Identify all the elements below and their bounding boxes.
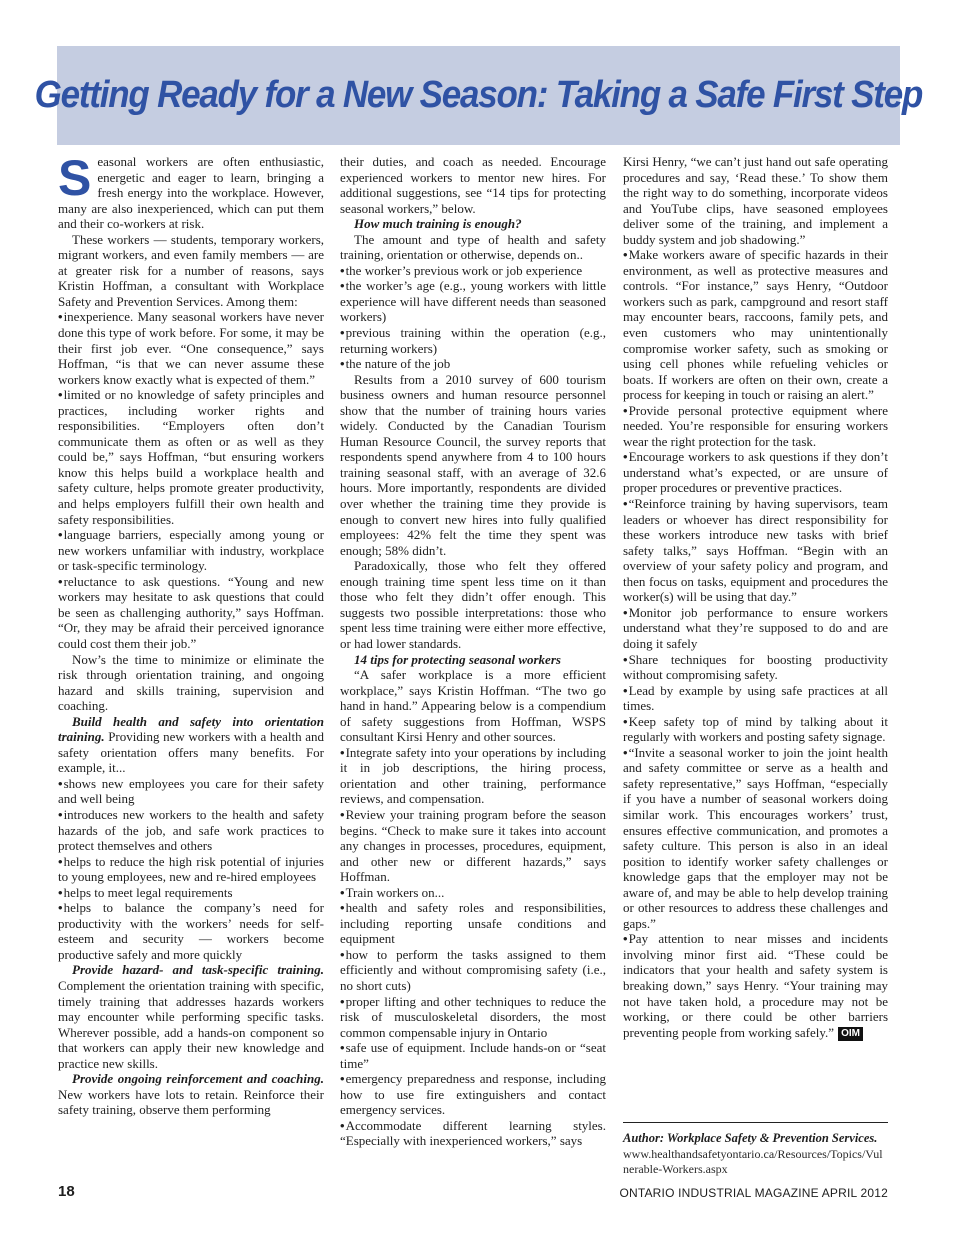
bullet-item: • safe use of equipment. Include hands-on or “seat time” — [340, 1040, 606, 1071]
bullet-item: • “Reinforce training by having supervisors, team leaders or whoever has direct responsibility for these workers introduce new tasks with brief safety talks,” says Hoffman. “Begin with an overview of your safety policy and program, and then focus on tasks, equipment and procedures the worker(s) will be using that day.” — [623, 496, 888, 605]
bullet-item: • how to perform the tasks assigned to them efficiently and without compromising safety (i.e., no short cuts) — [340, 947, 606, 994]
bullet-item: • Provide personal protective equipment where needed. You’re responsible for ensuring workers wear the right protection for the task. — [623, 403, 888, 450]
author-url[interactable]: www.healthandsafetyontario.ca/Resources/Topics/Vulnerable-Workers.aspx — [623, 1146, 883, 1176]
column-1 — [58, 150, 324, 1118]
paragraph: Now’s the time to minimize or eliminate the risk through orientation training, and ongoing hazard and skills training, supervision and coaching. — [58, 651, 324, 714]
paragraph: Results from a 2010 survey of 600 tourism business owners and human resource personnel show that the number of training hours varies widely. Conducted by the Canadian Tourism Human Resource Council, the survey reports that respondents spend anywhere from 4 to 100 hours training seasonal staff, with an average of 32.6 hours. More importantly, respondents are divided over whether the training time they provide is enough to convert new hires into fully qualified employees: 42% felt the time they spent was enough; 58% didn’t. — [340, 371, 606, 558]
bullet-item: • Integrate safety into your operations by including it in job descriptions, the hiring process, orientation and other training, performance reviews, and compensation. — [340, 745, 606, 807]
paragraph: The amount and type of health and safety training, orientation or otherwise, depends on.. — [340, 231, 606, 263]
bullet-item: • Train workers on... — [340, 885, 606, 901]
bullet-item: • the worker’s age (e.g., young workers with little experience will have different needs than seasoned workers) — [340, 278, 606, 325]
subhead-paragraph: Build health and safety into orientation training. Providing new workers with a health and safety orientation offers many benefits. For example, it... — [58, 713, 324, 776]
inline-heading: Provide ongoing reinforcement and coaching. — [72, 1071, 324, 1087]
author-name: Author: Workplace Safety & Prevention Services. — [623, 1131, 878, 1145]
bullet-item: • proper lifting and other techniques to reduce the risk of musculoskeletal disorders, the most common compensable injury in Ontario — [340, 994, 606, 1041]
inline-heading: Provide hazard- and task-specific training. — [72, 962, 324, 978]
oim-end-mark: OIM — [838, 1027, 863, 1041]
paragraph: Paradoxically, those who felt they offered enough training time spent less time on it than those who felt they didn’t offer enough. This suggests two possible interpretations: those who spent less time training were either more effective, or had lower standards. — [340, 558, 606, 651]
paragraph: Kirsi Henry, “we can’t just hand out safe operating procedures and say, ‘Read these.’ To show them the right way to do something, incorporate videos and YouTube clips, have seasoned employees deliver some of the training, and implement a buddy system and job shadowing.” — [623, 154, 888, 247]
bullet-item: • the worker’s previous work or job experience — [340, 263, 606, 279]
bullet-item: • reluctance to ask questions. “Young and new workers may hesitate to ask questions that could be seen as challenging authority,” says Hoffman. “Or, they may be afraid their perceived ignorance could cost them their job.” — [58, 574, 324, 652]
bullet-item: • Accommodate different learning styles. “Especially with inexperienced workers,” says — [340, 1118, 606, 1149]
bullet-item: • emergency preparedness and response, including how to use fire extinguishers and contact emergency services. — [340, 1071, 606, 1118]
bullet-item: • Pay attention to near misses and incidents involving minor first aid. “These could be indicators that your health and safety system is breaking down,” says Henry. “Your training may not have taken hold, a procedure may not be working, or there could be other barriers preventing people from working safely.” OIM — [623, 931, 888, 1040]
bullet-item: • inexperience. Many seasonal workers have never done this type of work before. For some, it may be their first job ever. “One consequence,” says Hoffman, “is that we can never assume these workers know exactly what is expected of them.” — [58, 309, 324, 387]
bullet-item: • health and safety roles and responsibilities, including reporting unsafe conditions and equipment — [340, 900, 606, 947]
author-credit — [623, 1131, 888, 1178]
bullet-item: • Encourage workers to ask questions if they don’t understand what’s expected, or are unsure of proper procedures or preventive practices. — [623, 449, 888, 496]
bullet-item: • “Invite a seasonal worker to join the joint health and safety committee or serve as a health and safety representative,” says Hoffman, “especially if you have a number of seasonal workers doing similar work. This encourages workers’ trust, ensures effective communication, and promotes a safety culture. This person is also in an ideal position to identify worker safety challenges or knowledge gaps that the employer may not be aware of, and may be able to help develop training or other resources to address these challenges and gaps.” — [623, 745, 888, 932]
intro-paragraph: Seasonal workers are often enthusiastic, energetic and eager to learn, bringing a fresh energy into the workplace. However, many are also inexperienced, which can put them and their co-workers at risk. — [58, 150, 324, 232]
column-3 — [623, 154, 888, 1041]
bullet-item: • helps to meet legal requirements — [58, 885, 324, 901]
bullet-item: • helps to balance the company’s need for productivity with the workers’ needs for self-esteem and security — workers become productive safely and more quickly — [58, 900, 324, 962]
bullet-item: • shows new employees you care for their safety and well being — [58, 776, 324, 807]
bullet-item: • helps to reduce the high risk potential of injuries to young employees, new and re-hired employees — [58, 854, 324, 885]
paragraph: their duties, and coach as needed. Encourage experienced workers to mentor new hires. For additional suggestions, see “14 tips for protecting seasonal workers,” below. — [340, 154, 606, 216]
paragraph: These workers — students, temporary workers, migrant workers, and even family members — are at greater risk for a number of reasons, says Kristin Hoffman, a consultant with Workplace Safety and Prevention Services. Among them: — [58, 231, 324, 309]
author-divider — [623, 1122, 888, 1123]
subhead-paragraph: Provide ongoing reinforcement and coaching. New workers have lots to retain. Reinforce their safety training, observe them performing — [58, 1071, 324, 1118]
magazine-footer: ONTARIO INDUSTRIAL MAGAZINE APRIL 2012 — [619, 1186, 888, 1200]
article-title: Getting Ready for a New Season: Taking a Safe First Step — [34, 74, 923, 116]
bullet-item: • Keep safety top of mind by talking about it regularly with workers and posting safety signage. — [623, 714, 888, 745]
bullet-item: • limited or no knowledge of safety principles and practices, including worker rights and responsibilities. “Employers often don’t communicate them as often or as well as they could be,” says Hoffman, “but ensuring workers know this helps build a workplace health and safety culture, helps promote greater productivity, and helps employers fulfill their own health and safety responsibilities. — [58, 387, 324, 527]
bullet-item: • Monitor job performance to ensure workers understand what they’re supposed to do and are doing it safely — [623, 605, 888, 652]
paragraph: “A safer workplace is a more efficient workplace,” says Kristin Hoffman. “The two go hand in hand.” Appearing below is a compendium of safety suggestions from Hoffman, WSPS consultant Kirsi Henry and other sources. — [340, 667, 606, 745]
title-banner — [34, 46, 923, 145]
bullet-item: • Share techniques for boosting productivity without compromising safety. — [623, 652, 888, 683]
column-2 — [340, 154, 606, 1149]
section-heading: How much training is enough? — [354, 216, 522, 232]
bullet-item: • Review your training program before the season begins. “Check to make sure it takes into account any changes in processes, procedures, equipment, and other new or different hazards,” says Hoffman. — [340, 807, 606, 885]
drop-cap: S — [58, 150, 92, 206]
bullet-item: • language barriers, especially among young or new workers unfamiliar with industry, workplace or task-specific terminology. — [58, 527, 324, 574]
bullet-item: • Make workers aware of specific hazards in their environment, as well as protective measures and controls. “For instance,” says Henry, “Outdoor workers such as park, campground and resort staff may encounter bears, raccoons, family pets, and even customers who may unintentionally compromise worker safety, such as smoking or using cell phones while refueling vehicles or boats. If workers are often on their own, create a process for keeping in touch or raising an alert.” — [623, 247, 888, 402]
bullet-item: • the nature of the job — [340, 356, 606, 372]
page-number: 18 — [58, 1183, 75, 1200]
section-heading: 14 tips for protecting seasonal workers — [354, 651, 561, 667]
bullet-item: • Lead by example by using safe practices at all times. — [623, 683, 888, 714]
inline-heading: Build health and safety into orientation training. — [58, 713, 324, 745]
bullet-item: • introduces new workers to the health and safety hazards of the job, and safe work practices to protect themselves and others — [58, 807, 324, 854]
subhead-paragraph: Provide hazard- and task-specific training. Complement the orientation training with specific, timely training that addresses hazards workers may encounter while performing specific tasks. Wherever possible, add a hands-on component so that workers can apply their new knowledge and practice new skills. — [58, 962, 324, 1071]
bullet-item: • previous training within the operation (e.g., returning workers) — [340, 325, 606, 356]
